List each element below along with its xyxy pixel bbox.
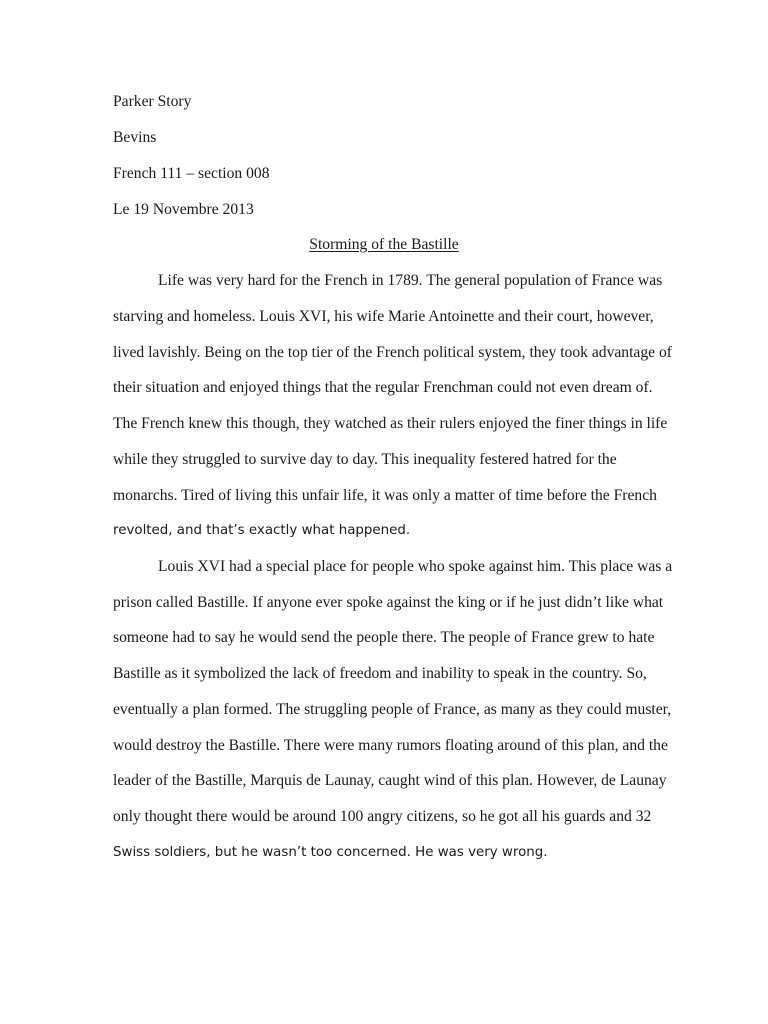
paragraph-1-line-7: monarchs. Tired of living this unfair life, it was only a matter of time before the French xyxy=(113,487,657,504)
author-name: Parker Story xyxy=(113,93,192,110)
paragraph-2-line-9: Swiss soldiers, but he wasn’t too concerned. He was very wrong. xyxy=(113,845,548,860)
paragraph-2-line-1: Louis XVI had a special place for people who spoke against him. This place was a xyxy=(158,558,673,575)
essay-date: Le 19 Novembre 2013 xyxy=(113,201,254,218)
paragraph-2-line-5: eventually a plan formed. The struggling people of France, as many as they could muster, xyxy=(113,701,672,718)
paragraph-1-line-8: revolted, and that’s exactly what happened. xyxy=(113,523,411,538)
paragraph-2-line-4: Bastille as it symbolized the lack of freedom and inability to speak in the country. So, xyxy=(113,665,647,682)
instructor-name: Bevins xyxy=(113,129,157,146)
course-section: French 111 – section 008 xyxy=(113,165,270,182)
paragraph-2-line-2: prison called Bastille. If anyone ever spoke against the king or if he just didn’t like what xyxy=(113,594,664,611)
paragraph-2-line-3: someone had to say he would send the people there. The people of France grew to hate xyxy=(113,629,655,646)
paragraph-2-line-8: only thought there would be around 100 angry citizens, so he got all his guards and 32 xyxy=(113,808,652,825)
essay-title: Storming of the Bastille xyxy=(309,236,459,253)
paragraph-1-line-4: their situation and enjoyed things that the regular Frenchman could not even dream of. xyxy=(113,379,653,396)
paragraph-1-line-1: Life was very hard for the French in 1789. The general population of France was xyxy=(158,272,663,289)
paragraph-2-line-7: leader of the Bastille, Marquis de Launay, caught wind of this plan. However, de Launay xyxy=(113,772,667,789)
paragraph-1-line-3: lived lavishly. Being on the top tier of the French political system, they took advantage of xyxy=(113,344,672,361)
paragraph-1-line-5: The French knew this though, they watched as their rulers enjoyed the finer things in life xyxy=(113,415,668,432)
paragraph-1-line-2: starving and homeless. Louis XVI, his wife Marie Antoinette and their court, however, xyxy=(113,308,654,325)
paragraph-1-line-6: while they struggled to survive day to day. This inequality festered hatred for the xyxy=(113,451,617,468)
paragraph-2-line-6: would destroy the Bastille. There were many rumors floating around of this plan, and the xyxy=(113,737,668,754)
